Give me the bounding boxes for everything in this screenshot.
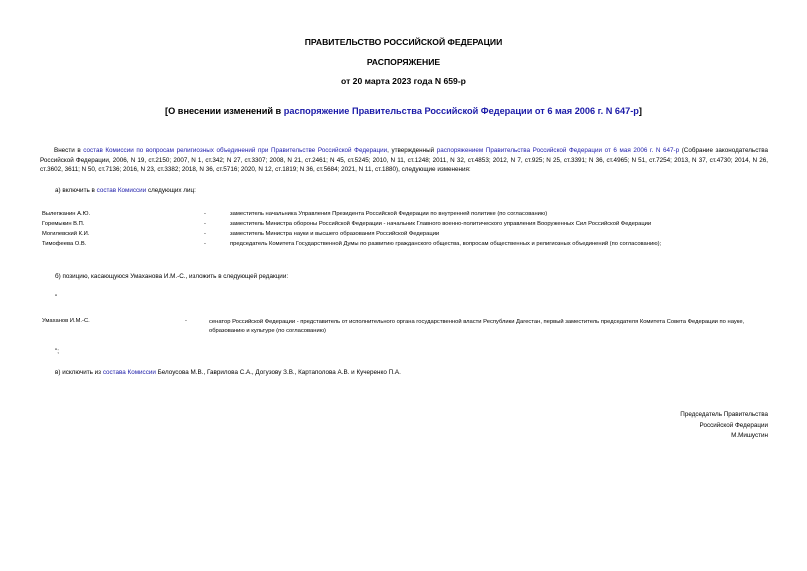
- org-heading: ПРАВИТЕЛЬСТВО РОССИЙСКОЙ ФЕДЕРАЦИИ: [304, 37, 503, 47]
- member-name: Горемыкин В.П.: [42, 221, 85, 227]
- signature-block: [680, 410, 768, 442]
- member-position: председатель Комитета Государственной Думы по развитию гражданского общества, вопросам общественных и религиозных объединений (по согласованию);: [230, 241, 662, 247]
- signature-name: М.Мишустин: [731, 432, 768, 439]
- doc-type-heading: РАСПОРЯЖЕНИЕ: [366, 57, 441, 67]
- member-name: Могилевский К.И.: [42, 231, 90, 237]
- item-c-text: в) исключить из состава Комиссии Белоусова М.В., Гаврилова С.А., Догузову З.В., Картаполова А.В. и Кучеренко П.А.: [55, 369, 401, 376]
- close-quote: ";: [55, 348, 59, 355]
- member-name: Тимофеева О.В.: [42, 241, 87, 247]
- title-link[interactable]: распоряжение Правительства Российской Федерации от 6 мая 2006 г. N 647-р: [283, 106, 639, 116]
- order-link[interactable]: распоряжением Правительства Российской Федерации от 6 мая 2006 г. N 647-р: [436, 147, 680, 154]
- dash: -: [204, 231, 206, 237]
- dash: -: [204, 211, 206, 217]
- member-name: Умаханов И.М.-С.: [42, 318, 90, 324]
- dash: -: [204, 221, 206, 227]
- signature-title: Председатель Правительства: [680, 411, 768, 418]
- member-position: заместитель Министра обороны Российской Федерации - начальник Главного военно-политического управления Вооруженных Сил Российской Федерации: [230, 221, 652, 227]
- item-a-text: а) включить в состав Комиссии следующих лиц:: [55, 187, 196, 194]
- member-position: заместитель начальника Управления Президента Российской Федерации по внутренней политике (по согласованию): [230, 211, 548, 217]
- intro-paragraph: Внести в состав Комиссии по вопросам религиозных объединений при Правительстве Российской Федерации, утвержденный распоряжением Правительства Российской Федерации от 6 мая 2006 г. N 647-р (Собрание законодательства Российской Федерации, 2006, N 19, ст.2150; 2007, N 1, ст.342; N 27, ст.3307; 2008, N 21, ст.2461; N 45, ст.5245; 2010, N 11, ст.1248; 2011, N 32, ст.4853; 2012, N 7, ст.925; N 25, ст.3391; N 36, ст.4965; N 51, ст.7254; 2013, N 37, ст.4730; 2014, N 26, ст.3602, 3611; N 50, ст.7136; 2016, N 23, ст.3382; 2018, N 36, ст.5716; 2020, N 12, ст.1819; N 36, ст.5684; 2021, N 11, ст.1880), следующие изменения:: [40, 147, 769, 174]
- commission-exclude-link[interactable]: состава Комиссии: [102, 369, 156, 376]
- doc-title: [О внесении изменений в распоряжение Правительства Российской Федерации от 6 мая 2006 г. N 647-р]: [165, 106, 642, 116]
- member-name: Вылегжанин А.Ю.: [42, 211, 91, 217]
- commission-link[interactable]: состав Комиссии по вопросам религиозных объединений при Правительстве Российской Федерации: [83, 147, 388, 154]
- member-position: сенатор Российской Федерации - представитель от исполнительного органа государственной власти Республики Дагестан, первый заместитель председателя Комитета Совета Федерации по науке, образованию и культуре (по согласованию): [209, 319, 745, 334]
- open-quote: ": [55, 294, 58, 301]
- commission-composition-link[interactable]: состав Комиссии: [96, 187, 147, 194]
- dash: -: [204, 241, 206, 247]
- dash: -: [185, 318, 187, 324]
- date-number: от 20 марта 2023 года N 659-р: [341, 76, 466, 86]
- member-position: заместитель Министра науки и высшего образования Российской Федерации: [230, 231, 440, 237]
- signature-org: Российской Федерации: [699, 421, 768, 429]
- item-b-text: б) позицию, касающуюся Умаханова И.М.-С., изложить в следующей редакции:: [55, 273, 289, 280]
